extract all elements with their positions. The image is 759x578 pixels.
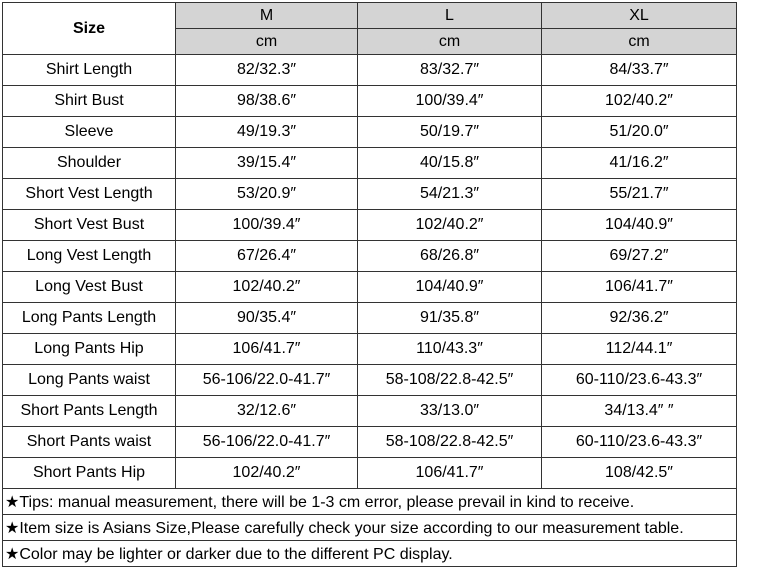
size-m-header: M [176, 3, 358, 29]
measurement-label: Short Pants Hip [3, 458, 176, 489]
table-row [3, 117, 737, 148]
measurement-label: Long Vest Bust [3, 272, 176, 303]
measurement-value: 108/42.5″ [542, 458, 737, 489]
measurement-value: 51/20.0″ [542, 117, 737, 148]
measurement-value: 110/43.3″ [358, 334, 542, 365]
measurement-value: 60-110/23.6-43.3″ [542, 365, 737, 396]
measurement-value: 84/33.7″ [542, 55, 737, 86]
table-row [3, 148, 737, 179]
measurement-value: 100/39.4″ [358, 86, 542, 117]
measurement-value: 69/27.2″ [542, 241, 737, 272]
measurement-value: 102/40.2″ [358, 210, 542, 241]
measurement-value: 67/26.4″ [176, 241, 358, 272]
measurement-label: Long Pants waist [3, 365, 176, 396]
measurement-value: 34/13.4″ ″ [542, 396, 737, 427]
measurement-label: Long Vest Length [3, 241, 176, 272]
table-row [3, 86, 737, 117]
measurement-value: 55/21.7″ [542, 179, 737, 210]
size-xl-header: XL [542, 3, 737, 29]
measurement-label: Short Vest Length [3, 179, 176, 210]
table-row [3, 334, 737, 365]
measurement-label: Short Pants Length [3, 396, 176, 427]
table-row [3, 427, 737, 458]
table-row [3, 272, 737, 303]
measurement-value: 49/19.3″ [176, 117, 358, 148]
table-row [3, 55, 737, 86]
measurement-value: 56-106/22.0-41.7″ [176, 427, 358, 458]
measurement-value: 102/40.2″ [176, 272, 358, 303]
measurement-value: 56-106/22.0-41.7″ [176, 365, 358, 396]
measurement-value: 112/44.1″ [542, 334, 737, 365]
measurement-value: 68/26.8″ [358, 241, 542, 272]
measurement-value: 41/16.2″ [542, 148, 737, 179]
measurement-value: 58-108/22.8-42.5″ [358, 365, 542, 396]
unit-m: cm [176, 29, 358, 55]
note-row [3, 515, 737, 541]
unit-xl: cm [542, 29, 737, 55]
measurement-value: 91/35.8″ [358, 303, 542, 334]
measurement-label: Shirt Bust [3, 86, 176, 117]
measurement-value: 92/36.2″ [542, 303, 737, 334]
measurement-value: 106/41.7″ [176, 334, 358, 365]
measurement-label: Long Pants Hip [3, 334, 176, 365]
measurement-value: 104/40.9″ [358, 272, 542, 303]
note-row [3, 489, 737, 515]
measurement-value: 104/40.9″ [542, 210, 737, 241]
table-row [3, 303, 737, 334]
note-text: ★Item size is Asians Size,Please carefully check your size according to our measurement table. [3, 515, 737, 541]
measurement-label: Sleeve [3, 117, 176, 148]
size-chart [2, 2, 737, 567]
measurement-value: 82/32.3″ [176, 55, 358, 86]
measurement-value: 32/12.6″ [176, 396, 358, 427]
measurement-value: 40/15.8″ [358, 148, 542, 179]
measurement-value: 100/39.4″ [176, 210, 358, 241]
measurement-value: 33/13.0″ [358, 396, 542, 427]
table-row [3, 458, 737, 489]
measurement-label: Short Pants waist [3, 427, 176, 458]
table-row [3, 179, 737, 210]
measurement-value: 102/40.2″ [542, 86, 737, 117]
measurement-label: Long Pants Length [3, 303, 176, 334]
note-row [3, 541, 737, 567]
measurement-label: Shoulder [3, 148, 176, 179]
measurement-value: 39/15.4″ [176, 148, 358, 179]
size-table [2, 2, 737, 567]
note-text: ★Color may be lighter or darker due to the different PC display. [3, 541, 737, 567]
table-row [3, 210, 737, 241]
measurement-value: 106/41.7″ [358, 458, 542, 489]
size-header: Size [3, 3, 176, 55]
measurement-value: 98/38.6″ [176, 86, 358, 117]
table-row [3, 241, 737, 272]
measurement-value: 53/20.9″ [176, 179, 358, 210]
table-row [3, 365, 737, 396]
measurement-value: 50/19.7″ [358, 117, 542, 148]
note-text: ★Tips: manual measurement, there will be 1-3 cm error, please prevail in kind to receive. [3, 489, 737, 515]
measurement-value: 106/41.7″ [542, 272, 737, 303]
measurement-value: 102/40.2″ [176, 458, 358, 489]
measurement-value: 58-108/22.8-42.5″ [358, 427, 542, 458]
measurement-value: 54/21.3″ [358, 179, 542, 210]
size-l-header: L [358, 3, 542, 29]
measurement-value: 83/32.7″ [358, 55, 542, 86]
table-row [3, 396, 737, 427]
unit-l: cm [358, 29, 542, 55]
measurement-value: 90/35.4″ [176, 303, 358, 334]
measurement-label: Short Vest Bust [3, 210, 176, 241]
size-header-row [3, 3, 737, 29]
measurement-label: Shirt Length [3, 55, 176, 86]
measurement-value: 60-110/23.6-43.3″ [542, 427, 737, 458]
